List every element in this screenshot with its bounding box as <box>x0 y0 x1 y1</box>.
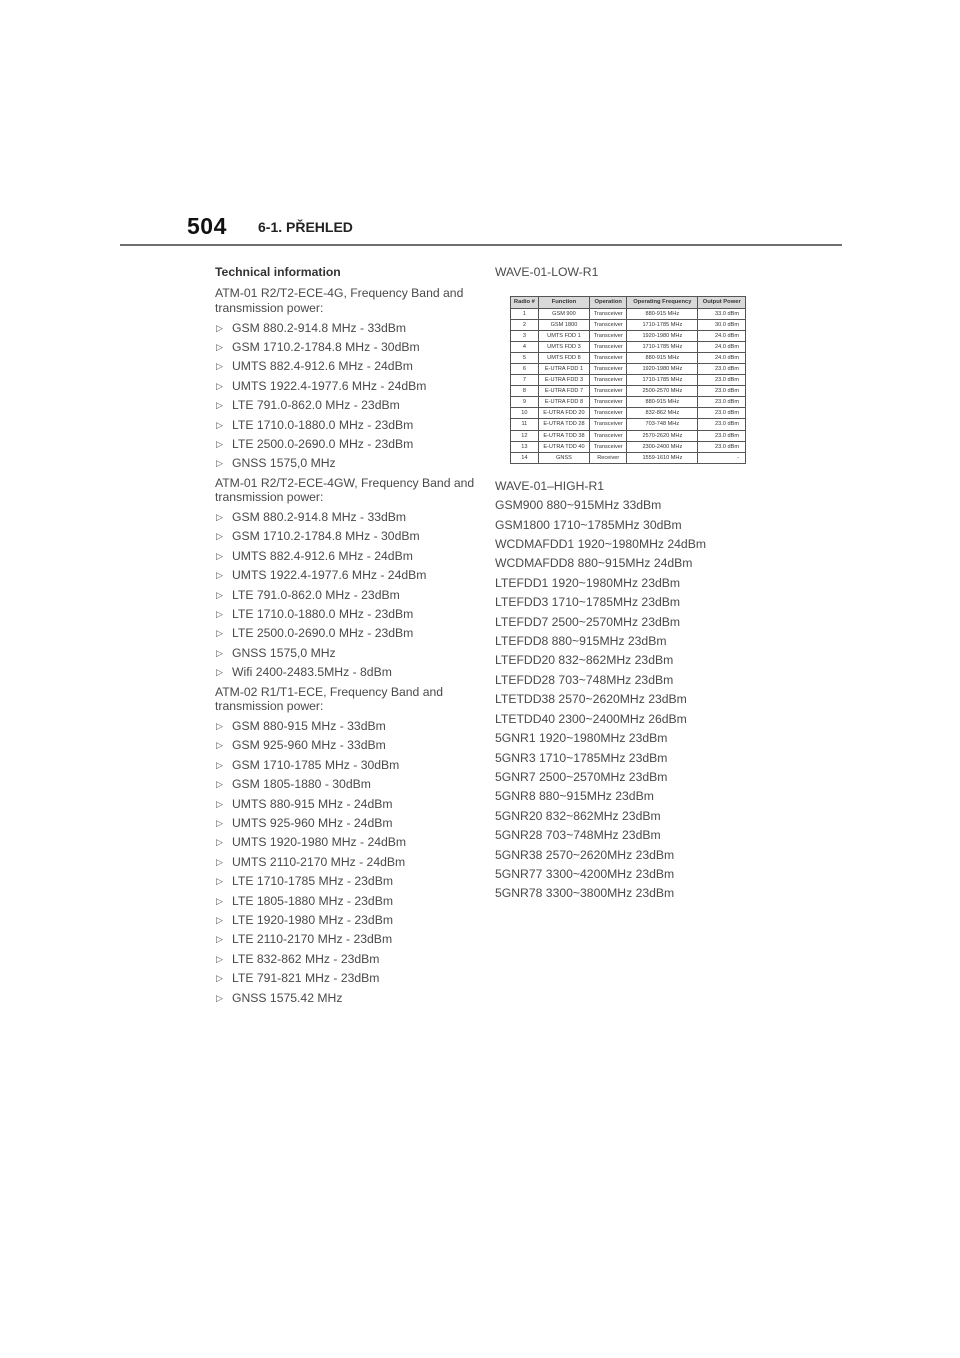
list-item: LTEFDD20 832~862MHz 23dBm <box>495 653 674 668</box>
list-item-text: UMTS 1922.4-1977.6 MHz - 24dBm <box>232 568 427 583</box>
page-number: 504 <box>187 213 227 239</box>
table-cell: 14 <box>511 452 539 463</box>
triangle-right-icon: ▷ <box>216 439 223 450</box>
list-item <box>215 795 477 814</box>
table-cell: E-UTRA FDD 3 <box>538 375 589 386</box>
table-row <box>511 452 746 463</box>
triangle-right-icon: ▷ <box>216 973 223 984</box>
list-item-text: LTE 832-862 MHz - 23dBm <box>232 951 380 966</box>
group-intro: ATM-01 R2/T2-ECE-4G, Frequency Band and transmission power: <box>215 286 464 315</box>
wave-high-title: WAVE-01–HIGH-R1 <box>495 478 605 493</box>
table-cell: Transceiver <box>590 441 627 452</box>
list-item <box>215 644 477 663</box>
table-row <box>511 319 746 330</box>
list-item <box>215 853 477 872</box>
list-item: GSM1800 1710~1785MHz 30dBm <box>495 517 682 532</box>
table-row <box>511 308 746 319</box>
triangle-right-icon: ▷ <box>216 953 223 964</box>
table-cell: Transceiver <box>590 308 627 319</box>
triangle-right-icon: ▷ <box>216 798 223 809</box>
triangle-right-icon: ▷ <box>216 361 223 372</box>
wave-low-title: WAVE-01-LOW-R1 <box>495 265 599 279</box>
list-item: 5GNR78 3300~3800MHz 23dBm <box>495 886 675 901</box>
triangle-right-icon: ▷ <box>216 531 223 542</box>
table-cell: UMTS FDD 1 <box>538 330 589 341</box>
triangle-right-icon: ▷ <box>216 628 223 639</box>
list-item <box>215 319 477 338</box>
list-item-text: LTE 2500.0-2690.0 MHz - 23dBm <box>232 626 414 641</box>
triangle-right-icon: ▷ <box>216 740 223 751</box>
list-item: LTETDD38 2570~2620MHz 23dBm <box>495 692 687 707</box>
table-cell: UMTS FDD 8 <box>538 352 589 363</box>
list-item-text: LTE 791.0-862.0 MHz - 23dBm <box>232 398 400 413</box>
table-cell: E-UTRA FDD 8 <box>538 397 589 408</box>
list-item: 5GNR7 2500~2570MHz 23dBm <box>495 769 668 784</box>
list-item <box>215 586 477 605</box>
triangle-right-icon: ▷ <box>216 914 223 925</box>
table-header-cell: Radio # <box>511 297 539 308</box>
triangle-right-icon: ▷ <box>216 400 223 411</box>
list-item <box>215 756 477 775</box>
table-cell: 23.0 dBm <box>698 375 746 386</box>
triangle-right-icon: ▷ <box>216 342 223 352</box>
table-cell: 880-915 MHz <box>627 397 698 408</box>
table-cell: - <box>698 452 746 463</box>
list-item-text: LTE 1710.0-1880.0 MHz - 23dBm <box>232 607 414 622</box>
list-item: 5GNR1 1920~1980MHz 23dBm <box>495 731 668 746</box>
triangle-right-icon: ▷ <box>216 667 223 678</box>
table-cell: 9 <box>511 397 539 408</box>
technical-info-heading: Technical information <box>215 265 341 279</box>
list-item <box>215 911 477 930</box>
triangle-right-icon: ▷ <box>216 570 223 581</box>
triangle-right-icon: ▷ <box>216 992 223 1003</box>
triangle-right-icon: ▷ <box>216 876 223 887</box>
list-item: LTEFDD8 880~915MHz 23dBm <box>495 634 667 649</box>
table-row <box>511 430 746 441</box>
list-item-text: GSM 925-960 MHz - 33dBm <box>232 738 386 753</box>
table-cell: Transceiver <box>590 419 627 430</box>
list-item-text: UMTS 882.4-912.6 MHz - 24dBm <box>232 359 413 374</box>
list-item <box>215 872 477 891</box>
list-item <box>215 624 477 643</box>
list-item: GSM900 880~915MHz 33dBm <box>495 498 662 513</box>
table-row <box>511 352 746 363</box>
table-cell: E-UTRA FDD 7 <box>538 386 589 397</box>
table-cell: 23.0 dBm <box>698 408 746 419</box>
table-cell: 1920-1980 MHz <box>627 363 698 374</box>
table-row <box>511 386 746 397</box>
table-cell: 1559-1610 MHz <box>627 452 698 463</box>
table-cell: 11 <box>511 419 539 430</box>
list-item: LTETDD40 2300~2400MHz 26dBm <box>495 711 687 726</box>
table-cell: 13 <box>511 441 539 452</box>
triangle-right-icon: ▷ <box>216 720 223 731</box>
table-cell: Transceiver <box>590 397 627 408</box>
table-cell: Transceiver <box>590 352 627 363</box>
list-item-text: UMTS 2110-2170 MHz - 24dBm <box>232 854 406 869</box>
list-item-text: LTE 1920-1980 MHz - 23dBm <box>232 912 393 927</box>
list-item <box>215 377 477 396</box>
table-cell: 33.0 dBm <box>698 308 746 319</box>
list-item-text: UMTS 880-915 MHz - 24dBm <box>232 796 393 811</box>
table-cell: 10 <box>511 408 539 419</box>
list-item: WCDMAFDD1 1920~1980MHz 24dBm <box>495 537 706 552</box>
triangle-right-icon: ▷ <box>216 934 223 945</box>
table-cell: 880-915 MHz <box>627 308 698 319</box>
triangle-right-icon: ▷ <box>216 647 223 658</box>
list-item <box>215 547 477 566</box>
table-cell: 1710-1785 MHz <box>627 341 698 352</box>
table-cell: Transceiver <box>590 319 627 330</box>
table-cell: Transceiver <box>590 363 627 374</box>
table-row <box>511 363 746 374</box>
table-cell: 880-915 MHz <box>627 352 698 363</box>
table-cell: 23.0 dBm <box>698 430 746 441</box>
header-divider <box>120 244 842 246</box>
list-item <box>215 989 477 1008</box>
table-cell: 2500-2570 MHz <box>627 386 698 397</box>
table-cell: E-UTRA TDD 38 <box>538 430 589 441</box>
radio-spec-table <box>510 296 746 463</box>
group-intro: ATM-02 R1/T1-ECE, Frequency Band and transmission power: <box>215 684 444 714</box>
list-item-text: GNSS 1575,0 MHz <box>232 456 336 471</box>
triangle-right-icon: ▷ <box>216 856 223 867</box>
table-cell: GNSS <box>538 452 589 463</box>
table-cell: 23.0 dBm <box>698 386 746 397</box>
list-item <box>215 663 477 682</box>
list-item <box>215 396 477 415</box>
list-item-text: UMTS 925-960 MHz - 24dBm <box>232 815 393 830</box>
list-item <box>215 950 477 969</box>
list-item <box>215 814 477 833</box>
list-item-text: GSM 880.2-914.8 MHz - 33dBm <box>232 510 407 525</box>
table-cell: E-UTRA TDD 28 <box>538 419 589 430</box>
table-row <box>511 419 746 430</box>
wave-high-list <box>495 496 785 904</box>
table-cell: 2570-2620 MHz <box>627 430 698 441</box>
list-item-text: GSM 880-915 MHz - 33dBm <box>232 718 386 733</box>
table-cell: E-UTRA FDD 20 <box>538 408 589 419</box>
list-item-text: GSM 1805-1880 - 30dBm <box>232 777 371 792</box>
table-cell: 3 <box>511 330 539 341</box>
table-cell: 23.0 dBm <box>698 419 746 430</box>
triangle-right-icon: ▷ <box>216 589 223 600</box>
table-cell: GSM 1800 <box>538 319 589 330</box>
table-cell: Receiver <box>590 452 627 463</box>
list-item-text: LTE 1805-1880 MHz - 23dBm <box>232 893 393 908</box>
table-cell: Transceiver <box>590 408 627 419</box>
list-item-text: UMTS 1920-1980 MHz - 24dBm <box>232 835 407 850</box>
list-item-text: GNSS 1575.42 MHz <box>232 990 343 1005</box>
list-item <box>215 435 477 454</box>
table-cell: 7 <box>511 375 539 386</box>
table-cell: 1 <box>511 308 539 319</box>
list-item: 5GNR3 1710~1785MHz 23dBm <box>495 750 668 765</box>
table-cell: 4 <box>511 341 539 352</box>
table-cell: Transceiver <box>590 375 627 386</box>
list-item <box>215 416 477 435</box>
table-cell: 2 <box>511 319 539 330</box>
left-column <box>215 263 477 1008</box>
list-item: 5GNR20 832~862MHz 23dBm <box>495 808 661 823</box>
table-cell: 30.0 dBm <box>698 319 746 330</box>
list-item-text: GSM 1710.2-1784.8 MHz - 30dBm <box>232 340 420 354</box>
triangle-right-icon: ▷ <box>216 380 223 391</box>
table-row <box>511 330 746 341</box>
table-row <box>511 397 746 408</box>
list-item-text: UMTS 882.4-912.6 MHz - 24dBm <box>232 548 413 563</box>
list-item <box>215 833 477 852</box>
list-item <box>215 338 477 357</box>
group-intro: ATM-01 R2/T2-ECE-4GW, Frequency Band and transmission power: <box>215 475 475 505</box>
list-item <box>215 566 477 585</box>
table-cell: 6 <box>511 363 539 374</box>
list-item <box>215 527 477 546</box>
list-item-text: GSM 880.2-914.8 MHz - 33dBm <box>232 320 407 335</box>
triangle-right-icon: ▷ <box>216 419 223 430</box>
list-item-text: UMTS 1922.4-1977.6 MHz - 24dBm <box>232 378 427 393</box>
table-row <box>511 441 746 452</box>
table-cell: Transceiver <box>590 386 627 397</box>
list-item: WCDMAFDD8 880~915MHz 24dBm <box>495 556 693 571</box>
table-header-cell: Operation <box>590 297 627 308</box>
list-item: LTEFDD7 2500~2570MHz 23dBm <box>495 614 681 629</box>
table-cell: 703-748 MHz <box>627 419 698 430</box>
list-item-text: LTE 1710-1785 MHz - 23dBm <box>232 874 393 889</box>
list-item: LTEFDD28 703~748MHz 23dBm <box>495 672 674 687</box>
list-item: 5GNR38 2570~2620MHz 23dBm <box>495 847 675 862</box>
table-cell: 8 <box>511 386 539 397</box>
list-item-text: Wifi 2400-2483.5MHz - 8dBm <box>232 665 392 680</box>
list-item <box>215 930 477 949</box>
triangle-right-icon: ▷ <box>216 817 223 828</box>
triangle-right-icon: ▷ <box>216 759 223 770</box>
table-cell: 2300-2400 MHz <box>627 441 698 452</box>
table-row <box>511 375 746 386</box>
radio-spec-table-wrap <box>510 296 746 463</box>
list-item <box>215 357 477 376</box>
table-row <box>511 341 746 352</box>
triangle-right-icon: ▷ <box>216 458 223 469</box>
table-cell: 1920-1980 MHz <box>627 330 698 341</box>
table-cell: Transceiver <box>590 341 627 352</box>
list-item <box>215 508 477 527</box>
table-header-row <box>511 297 746 308</box>
table-cell: 24.0 dBm <box>698 330 746 341</box>
table-header-cell: Operating Frequency <box>627 297 698 308</box>
list-item: 5GNR77 3300~4200MHz 23dBm <box>495 866 675 881</box>
table-cell: E-UTRA TDD 40 <box>538 441 589 452</box>
table-cell: UMTS FDD 3 <box>538 341 589 352</box>
right-column <box>495 263 785 904</box>
table-header-cell: Function <box>538 297 589 308</box>
table-cell: GSM 900 <box>538 308 589 319</box>
table-cell: 23.0 dBm <box>698 363 746 374</box>
list-item <box>215 454 477 473</box>
triangle-right-icon: ▷ <box>216 895 223 906</box>
list-item: LTEFDD3 1710~1785MHz 23dBm <box>495 595 681 610</box>
table-cell: 23.0 dBm <box>698 441 746 452</box>
table-cell: 23.0 dBm <box>698 397 746 408</box>
table-cell: 12 <box>511 430 539 441</box>
triangle-right-icon: ▷ <box>216 550 223 561</box>
list-item: 5GNR8 880~915MHz 23dBm <box>495 789 654 804</box>
list-item <box>215 775 477 794</box>
frequency-groups <box>215 284 477 1008</box>
list-item <box>215 736 477 755</box>
list-item-text: LTE 2110-2170 MHz - 23dBm <box>232 932 393 947</box>
table-cell: 1710-1785 MHz <box>627 319 698 330</box>
list-item-text: LTE 791-821 MHz - 23dBm <box>232 971 380 986</box>
list-item-text: GSM 1710-1785 MHz - 30dBm <box>232 757 400 772</box>
table-header-cell: Output Power <box>698 297 746 308</box>
triangle-right-icon: ▷ <box>216 609 223 620</box>
list-item <box>215 969 477 988</box>
table-cell: 24.0 dBm <box>698 341 746 352</box>
table-cell: E-UTRA FDD 1 <box>538 363 589 374</box>
table-cell: Transceiver <box>590 330 627 341</box>
list-item: LTEFDD1 1920~1980MHz 23dBm <box>495 575 681 590</box>
table-cell: 5 <box>511 352 539 363</box>
list-item <box>215 717 477 736</box>
list-item-text: GSM 1710.2-1784.8 MHz - 30dBm <box>232 529 420 544</box>
list-item-text: GNSS 1575,0 MHz <box>232 645 336 660</box>
list-item-text: LTE 791.0-862.0 MHz - 23dBm <box>232 587 400 602</box>
triangle-right-icon: ▷ <box>216 322 223 333</box>
table-cell: 1710-1785 MHz <box>627 375 698 386</box>
list-item <box>215 605 477 624</box>
list-item-text: LTE 2500.0-2690.0 MHz - 23dBm <box>232 437 414 452</box>
triangle-right-icon: ▷ <box>216 837 223 848</box>
table-cell: Transceiver <box>590 430 627 441</box>
list-item <box>215 892 477 911</box>
section-title: 6-1. PŘEHLED <box>258 219 353 235</box>
table-row <box>511 408 746 419</box>
table-body <box>511 308 746 463</box>
table-cell: 832-862 MHz <box>627 408 698 419</box>
table-cell: 24.0 dBm <box>698 352 746 363</box>
triangle-right-icon: ▷ <box>216 779 223 790</box>
list-item: 5GNR28 703~748MHz 23dBm <box>495 828 661 843</box>
list-item-text: LTE 1710.0-1880.0 MHz - 23dBm <box>232 417 414 432</box>
triangle-right-icon: ▷ <box>216 512 223 523</box>
